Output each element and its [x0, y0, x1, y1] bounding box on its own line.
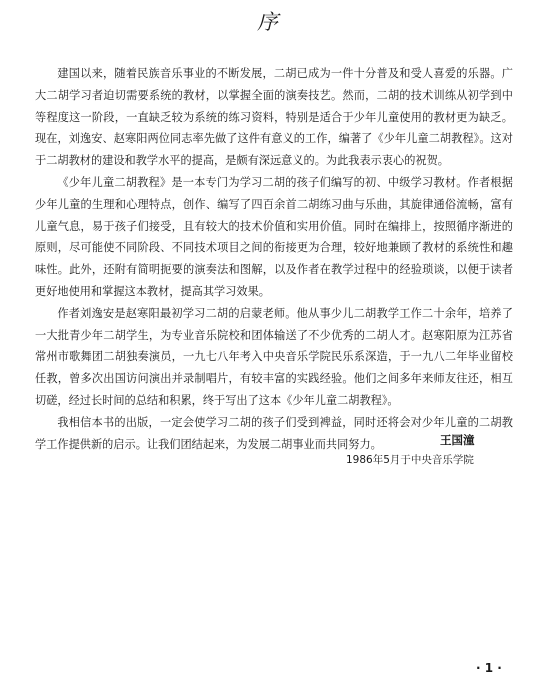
- paragraph-4: 我相信本书的出版，一定会使学习二胡的孩子们受到裨益，同时还将会对少年儿童的二胡教学工作提供新的启示。让我们团结起来，为发展二胡事业而共同努力。: [35, 415, 513, 451]
- preface-body: [35, 63, 513, 455]
- author-signature: 王国潼: [440, 433, 475, 447]
- paragraph-3: 作者刘逸安是赵寒阳最初学习二胡的启蒙老师。他从事少儿二胡教学工作二十余年，培养了一大批青少年二胡学生，为专业音乐院校和团体输送了不少优秀的二胡人才。赵寒阳原为江苏省常州市歌舞团二胡独奏演员，一九七八年考入中央音乐学院民乐系深造，于一九八二年毕业留校任教，曾多次出国访问演出并录制唱片，有较丰富的实践经验。他们之间多年来师友往还，相互切磋，经过长时间的总结和积累，终于写出了这本《少年儿童二胡教程》。: [35, 306, 513, 407]
- paragraph-1: 建国以来，随着民族音乐事业的不断发展，二胡已成为一件十分普及和受人喜爱的乐器。广大二胡学习者迫切需要系统的教材，以掌握全面的演奏技艺。然而，二胡的技术训练从初学到中等程度这一阶段，一直缺乏较为系统的练习资料，特别是适合于少年儿童使用的教材更为缺乏。现在，刘逸安、赵寒阳两位同志率先做了这件有意义的工作，编著了《少年儿童二胡教程》。这对于二胡教材的建设和教学水平的提高，是颇有深远意义的。为此我表示衷心的祝贺。: [35, 67, 513, 168]
- signature-date-place: 1986年5月于中央音乐学院: [346, 454, 474, 466]
- paragraph-2: 《少年儿童二胡教程》是一本专门为学习二胡的孩子们编写的初、中级学习教材。作者根据少年儿童的生理和心理特点，创作、编写了四百余首二胡练习曲与乐曲，其旋律通俗流畅，富有儿童气息，易于孩子们接受，且有较大的技术价值和实用价值。同时在编排上，按照循序渐进的原则，尽可能使不同阶段、不同技术项目之间的衔接更为合理，较好地兼顾了教材的系统性和趣味性。此外，还附有简明扼要的演奏法和图解，以及作者在教学过程中的经验琐谈，以便于读者更好地使用和掌握这本教材，提高其学习效果。: [35, 175, 513, 298]
- page-title: 序: [257, 10, 280, 34]
- page-number: · 1 ·: [476, 661, 502, 675]
